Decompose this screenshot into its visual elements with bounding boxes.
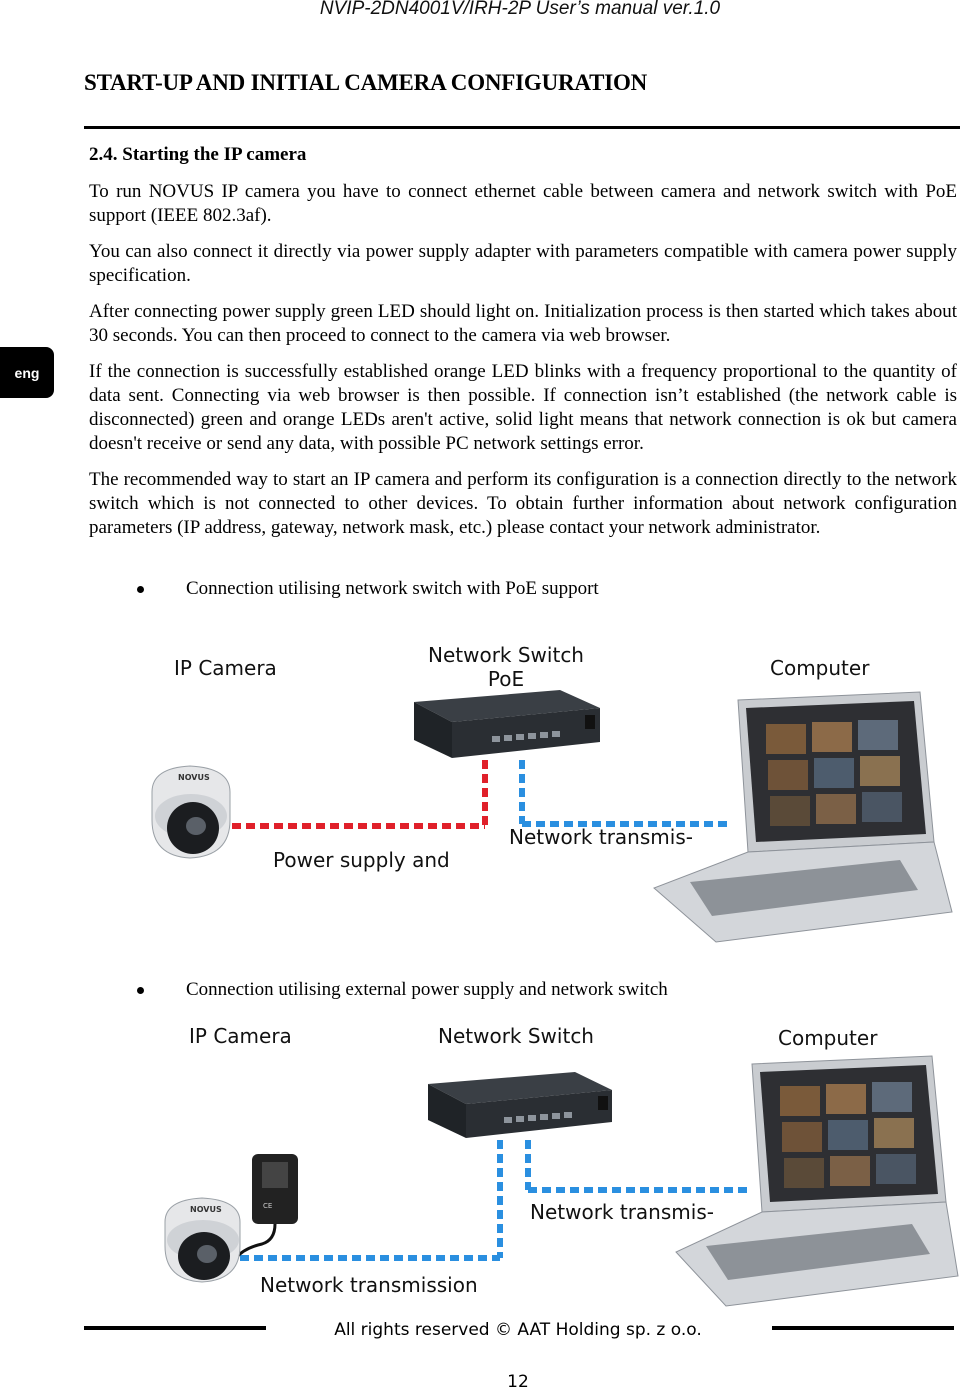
bullet-external-text: Connection utilising external power supply and network switch xyxy=(186,979,668,1000)
svg-text:CE: CE xyxy=(263,1202,273,1210)
diagram-ext-switch-label: Network Switch xyxy=(438,1024,594,1048)
network-switch-icon xyxy=(414,690,600,758)
language-tab: eng xyxy=(0,347,54,398)
page-number: 12 xyxy=(507,1372,529,1392)
bullet-external xyxy=(137,979,668,1001)
power-adapter-icon xyxy=(236,1154,298,1258)
laptop-icon xyxy=(654,692,952,942)
network-switch-icon xyxy=(428,1072,612,1138)
poe-network-line xyxy=(522,760,730,824)
diagram-ext-network-label-right: Network transmis- xyxy=(530,1200,714,1224)
diagram-poe-camera-label: IP Camera xyxy=(174,656,277,680)
diagram-poe-network-label: Network transmis- xyxy=(509,825,693,849)
camera-brand-text: NOVUS xyxy=(190,1205,222,1214)
diagram-poe xyxy=(0,620,960,960)
footer-copyright: All rights reserved © AAT Holding sp. z o.o. xyxy=(334,1320,702,1340)
diagram-external xyxy=(0,1014,960,1314)
bullet-dot xyxy=(137,987,144,994)
dome-camera-icon xyxy=(152,766,230,858)
camera-brand-text: NOVUS xyxy=(178,773,210,782)
diagram-ext-network-label-bottom: Network transmission xyxy=(260,1273,478,1297)
paragraph-4: If the connection is successfully established orange LED blinks with a frequency proportional to the quantity of data sent. Connecting via web browser is then possible. If connection isn’t established (the network cable is disconnected) green and orange LEDs aren't active, solid light means that network connection is ok but camera doesn't receive or send any data, with possible PC network settings error. xyxy=(89,361,957,454)
paragraph-5: The recommended way to start an IP camera and perform its configuration is a connection directly to the network switch which is not connected to other devices. To obtain further information about network configuration parameters (IP address, gateway, network mask, etc.) please contact your network administrator. xyxy=(89,469,957,538)
diagram-ext-camera-label: IP Camera xyxy=(189,1024,292,1048)
diagram-ext-computer-label: Computer xyxy=(778,1026,878,1050)
paragraph-1: To run NOVUS IP camera you have to connect ethernet cable between camera and network switch with PoE support (IEEE 802.3af). xyxy=(89,181,957,226)
paragraph-3: After connecting power supply green LED should light on. Initialization process is then started which takes about 30 seconds. You can then proceed to connect to the camera via web browser. xyxy=(89,301,957,346)
bullet-poe-text: Connection utilising network switch with PoE support xyxy=(186,578,599,599)
section-title: START-UP AND INITIAL CAMERA CONFIGURATION xyxy=(84,70,648,95)
page-header: NVIP-2DN4001V/IRH-2P User’s manual ver.1.0 xyxy=(319,0,721,19)
ext-network-line-computer xyxy=(528,1140,750,1190)
diagram-poe-graphics xyxy=(0,620,960,960)
diagram-poe-computer-label: Computer xyxy=(770,656,870,680)
paragraph-2: You can also connect it directly via power supply adapter with parameters compatible with camera power supply specification. xyxy=(89,241,957,286)
dome-camera-icon xyxy=(165,1198,240,1282)
switch-label-line2: PoE xyxy=(487,667,525,691)
subsection-title: 2.4. Starting the IP camera xyxy=(89,144,307,165)
poe-power-line xyxy=(232,760,485,826)
diagram-poe-power-label: Power supply and xyxy=(273,848,450,872)
switch-label-line1: Network Switch xyxy=(428,643,584,667)
laptop-icon xyxy=(676,1056,958,1306)
section-divider xyxy=(84,126,960,129)
bullet-dot xyxy=(137,586,144,593)
bullet-poe xyxy=(137,578,599,600)
diagram-ext-graphics xyxy=(0,1014,960,1314)
